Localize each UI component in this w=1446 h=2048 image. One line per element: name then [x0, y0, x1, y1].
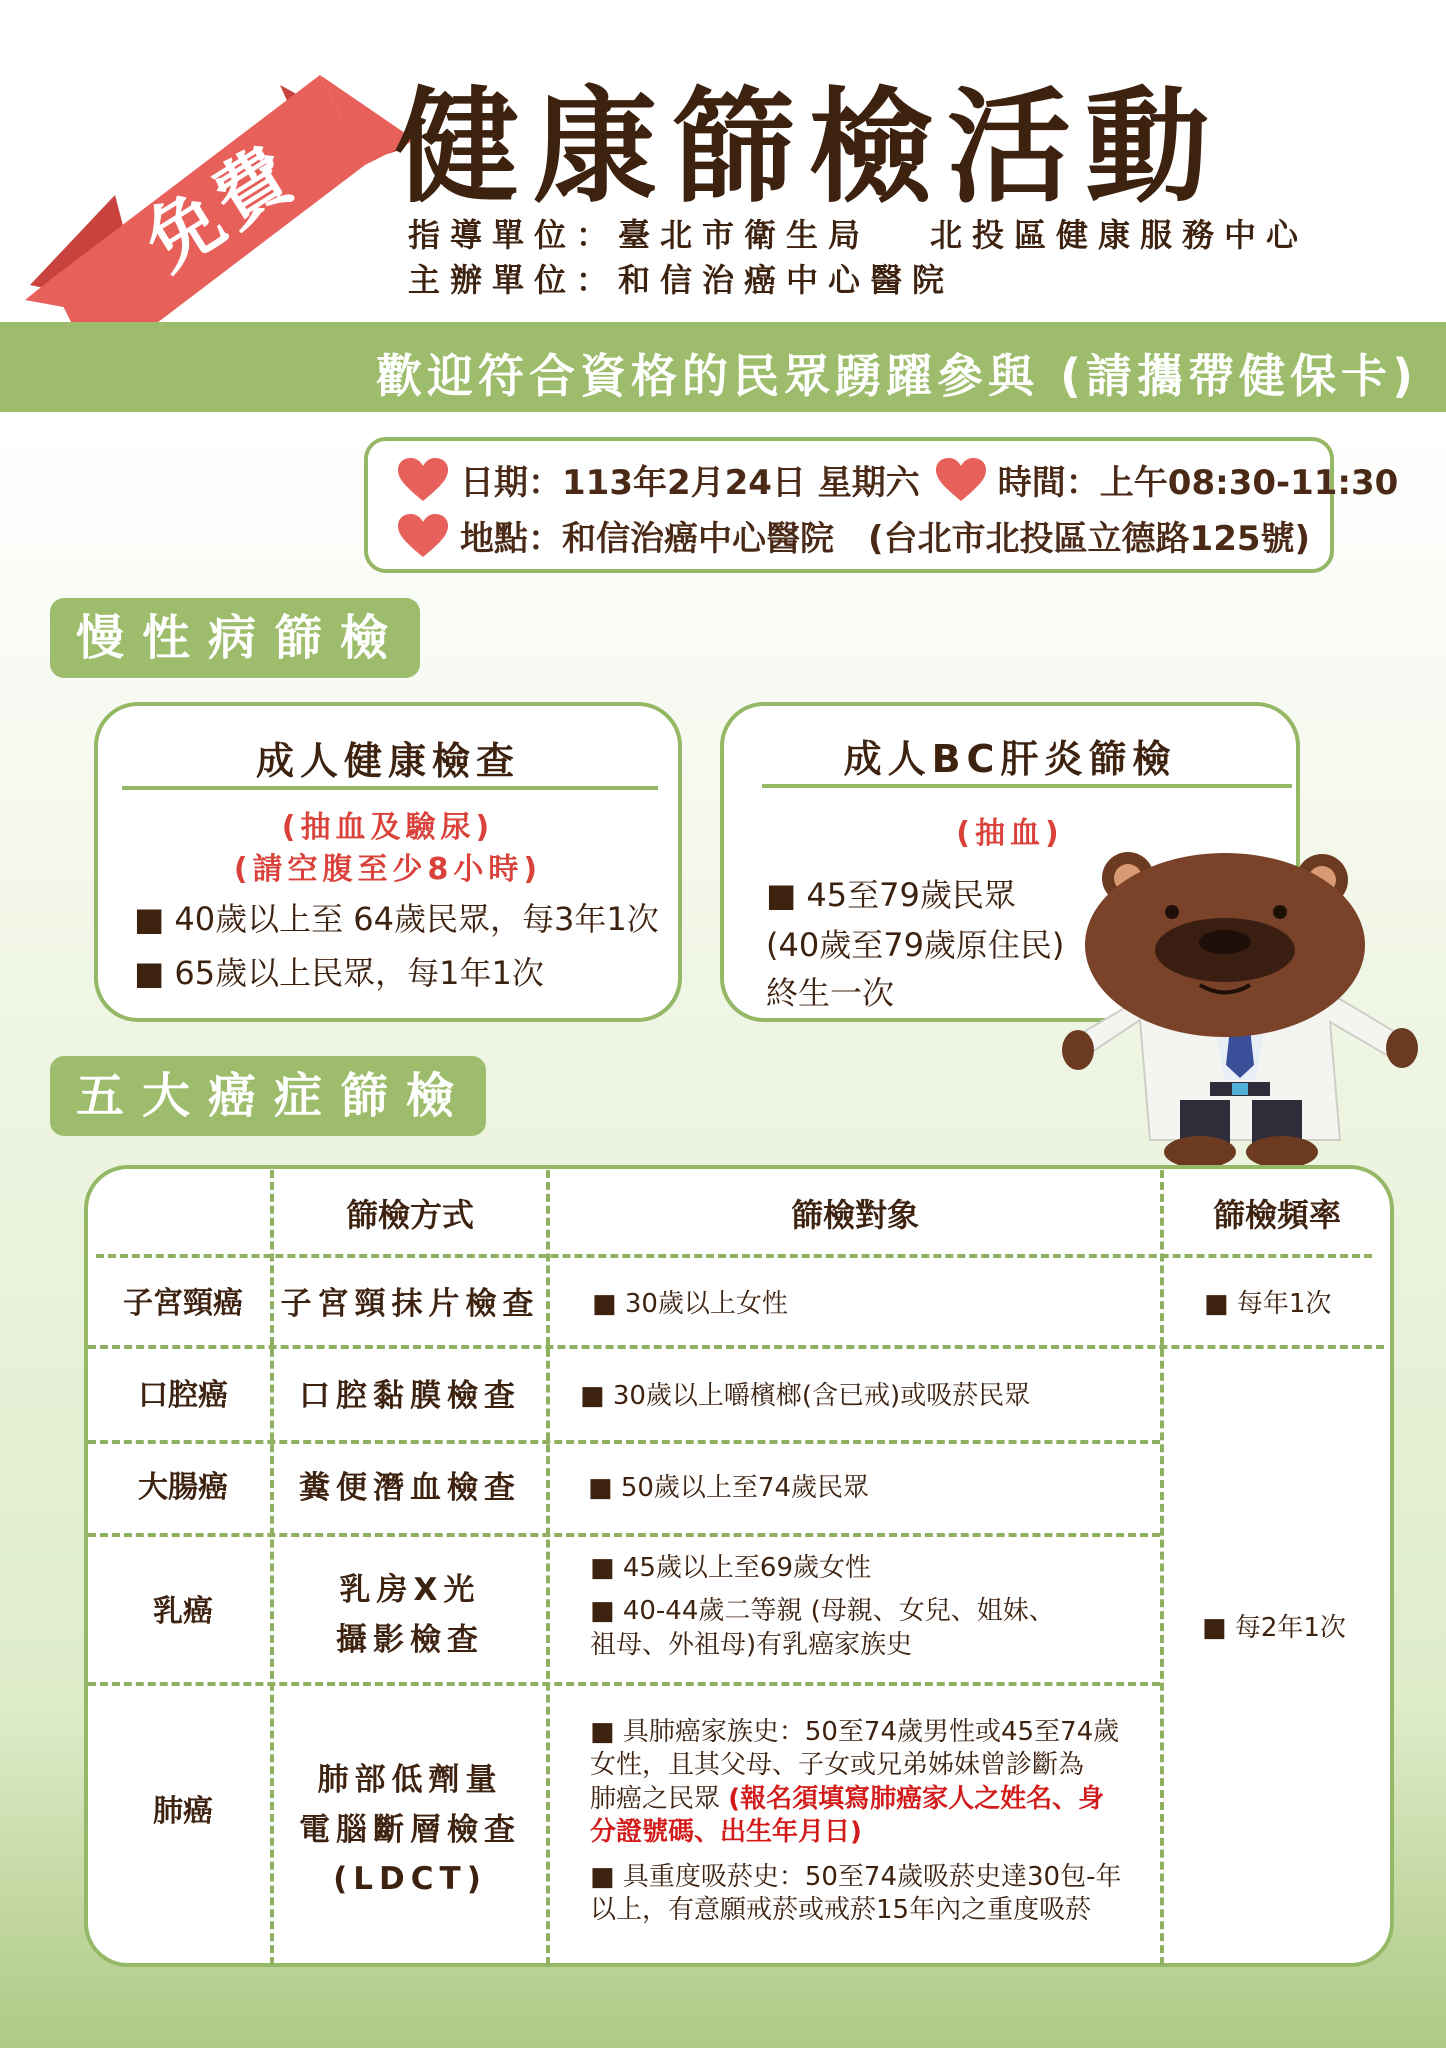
row-target-lung-red-1: (報名須填寫肺癌家人之姓名、身	[728, 1783, 1105, 1814]
cancer-section-title: 五大癌症篩檢	[50, 1056, 486, 1136]
header-target: 篩檢對象	[790, 1196, 919, 1234]
row-target-colorectal: ■ 50歲以上至74歲民眾	[588, 1473, 869, 1503]
welcome-banner-text: 歡迎符合資格的民眾踴躍參與 (請攜帶健保卡)	[375, 349, 1418, 403]
row-target-breast-a: ■ 45歲以上至69歲女性	[590, 1553, 871, 1583]
organizer-center: 北投區健康服務中心	[930, 216, 1309, 254]
event-time: 時間：上午08:30-11:30	[997, 463, 1399, 503]
row-target-lung-b2: 以上，有意願戒菸或戒菸15年內之重度吸菸	[590, 1895, 1092, 1926]
hepatitis-title: 成人BC肝炎篩檢	[843, 737, 1177, 781]
row-method-lung-line-1: 肺部低劑量	[317, 1762, 503, 1798]
free-label: 免費	[130, 129, 312, 287]
row-target-breast	[590, 1552, 1055, 1662]
hepatitis-item-3: 終生一次	[766, 974, 895, 1012]
adult-check-item-1: ■ 40歲以上至 64歲民眾，每3年1次	[134, 900, 659, 938]
row-divider	[96, 1254, 1372, 1258]
divider	[122, 786, 658, 790]
row-method-oral: 口腔黏膜檢查	[299, 1378, 521, 1414]
row-target-lung	[590, 1716, 1121, 1928]
adult-check-item-2: ■ 65歲以上民眾，每1年1次	[134, 954, 544, 992]
row-frequency-shared: ■ 每2年1次	[1202, 1613, 1346, 1643]
event-location: 地點：和信治癌中心醫院 (台北市北投區立德路125號)	[460, 519, 1311, 559]
row-target-lung-b1: ■ 具重度吸菸史：50至74歲吸菸史達30包-年	[590, 1862, 1122, 1893]
row-divider	[88, 1345, 1384, 1349]
row-target-lung-a2: 女性，且其父母、子女或兄弟姊妹曾診斷為	[590, 1750, 1085, 1781]
row-method-breast	[272, 1566, 548, 1665]
row-target-cervical: ■ 30歲以上女性	[592, 1289, 788, 1319]
heart-icon	[396, 513, 450, 559]
row-method-lung-line-2: 電腦斷層檢查	[299, 1811, 521, 1848]
row-target-breast-b2: 祖母、外祖母)有乳癌家族史	[590, 1629, 913, 1660]
row-target-breast-b1: ■ 40-44歲二等親 (母親、女兒、姐妹、	[590, 1596, 1055, 1627]
row-divider	[88, 1533, 1160, 1537]
row-method-colorectal: 糞便潛血檢查	[299, 1470, 521, 1506]
date-time-line	[396, 455, 1398, 504]
row-name-lung: 肺癌	[153, 1794, 213, 1829]
adult-check-note-1: (抽血及驗尿)	[281, 810, 495, 845]
row-method-cervical: 子宮頸抹片檢查	[280, 1286, 540, 1322]
bear-doctor-mascot	[1060, 850, 1420, 1170]
row-target-lung-a3: 肺癌之民眾	[590, 1783, 721, 1814]
row-method-breast-line-1: 乳房X光	[339, 1572, 481, 1608]
row-method-lung	[272, 1756, 548, 1905]
adult-check-note-2: (請空腹至少8小時)	[233, 852, 543, 887]
hepatitis-item-2: (40歲至79歲原住民)	[766, 926, 1065, 964]
divider	[762, 784, 1292, 788]
row-method-lung-line-3: (LDCT)	[333, 1861, 487, 1898]
row-target-lung-a1: ■ 具肺癌家族史：50至74歲男性或45至74歲	[590, 1717, 1120, 1747]
header-method: 篩檢方式	[345, 1196, 474, 1234]
row-name-cervical: 子宮頸癌	[123, 1286, 243, 1321]
heart-icon	[396, 457, 450, 503]
heart-icon	[934, 457, 988, 503]
column-divider	[1160, 1170, 1164, 1965]
location-line	[396, 511, 1310, 560]
hepatitis-item-1: ■ 45至79歲民眾	[766, 876, 1016, 914]
row-method-breast-line-2: 攝影檢查	[336, 1621, 484, 1658]
page-title: 健康篩檢活動	[395, 76, 1224, 220]
row-divider	[88, 1440, 1160, 1444]
adult-check-card	[94, 702, 682, 1022]
organizer-guide: 指導單位：臺北市衛生局	[408, 216, 871, 254]
row-divider	[88, 1682, 1160, 1686]
row-name-breast: 乳癌	[153, 1594, 213, 1629]
row-target-oral: ■ 30歲以上嚼檳榔(含已戒)或吸菸民眾	[580, 1381, 1031, 1411]
hepatitis-note: (抽血)	[956, 816, 1064, 851]
row-target-lung-red-2: 分證號碼、出生年月日)	[590, 1816, 862, 1847]
event-info-box	[364, 437, 1399, 573]
row-frequency-cervical: ■ 每年1次	[1204, 1289, 1332, 1319]
row-name-oral: 口腔癌	[138, 1378, 228, 1413]
row-name-colorectal: 大腸癌	[138, 1470, 228, 1505]
event-date: 日期：113年2月24日 星期六	[460, 463, 920, 503]
organizer-line-1	[408, 210, 1308, 256]
header-frequency: 篩檢頻率	[1212, 1196, 1341, 1234]
adult-check-title: 成人健康檢查	[255, 739, 520, 783]
chronic-section-title: 慢性病篩檢	[50, 598, 420, 678]
organizer-line-2: 主辦單位：和信治癌中心醫院	[408, 261, 955, 299]
